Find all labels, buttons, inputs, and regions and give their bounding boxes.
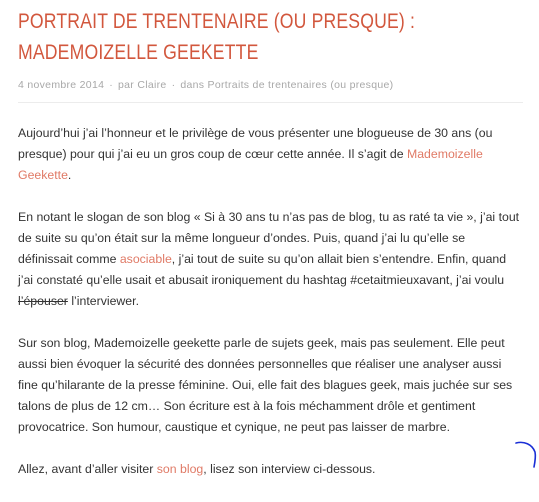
mademoizelle-geekette-link[interactable]: Mademoizelle Geekette	[18, 147, 483, 182]
asociable-link[interactable]: asociable	[119, 252, 172, 266]
paragraph-text: .	[67, 168, 72, 182]
scribble-stroke	[516, 442, 535, 467]
post-title[interactable]	[18, 0, 526, 68]
paragraph-text: Allez, avant d’aller visiter	[18, 462, 157, 476]
author-link[interactable]: Claire	[137, 79, 167, 91]
blog-post	[18, 0, 523, 501]
paragraph-intro	[18, 123, 523, 186]
meta-separator: ·	[171, 79, 176, 91]
struck-text: l’épouser	[18, 294, 68, 308]
post-meta	[18, 78, 523, 92]
son-blog-link[interactable]: son blog	[156, 462, 204, 476]
post-date: 4 novembre 2014	[18, 79, 105, 91]
pen-scribble-mark	[514, 440, 538, 470]
category-prefix: dans	[180, 79, 205, 91]
category-link[interactable]: Portraits de trentenaires (ou presque)	[207, 79, 394, 91]
paragraph-text: l’interviewer.	[67, 294, 139, 308]
meta-separator: ·	[109, 79, 114, 91]
post-body	[18, 123, 523, 480]
meta-divider	[18, 102, 523, 103]
post-title-line-1[interactable]: PORTRAIT DE TRENTENAIRE (OU PRESQUE) :	[18, 9, 416, 33]
paragraph-text: Aujourd’hui j’ai l’honneur et le privilège de vous présenter une blogueuse de 30 ans (ou presque) pour qui j’ai eu un gros coup de cœur cette année. Il s’agit de	[18, 126, 493, 161]
paragraph-slogan	[18, 207, 523, 312]
paragraph-text: , lisez son interview ci-dessous.	[203, 462, 376, 476]
paragraph-outro	[18, 459, 523, 480]
paragraph-description: Sur son blog, Mademoizelle geekette parle de sujets geek, mais pas seulement. Elle peut aussi bien évoquer la sécurité des données personnelles que réaliser une analyser aussi fine qu’hilarante de la presse féminine. Oui, elle fait des blagues geek, mais juchée sur ses talons de plus de 12 cm… Son écriture est à la fois méchamment drôle et gentiment provocatrice. Son humour, caustique et cynique, ne peut pas laisser de marbre.	[18, 336, 513, 434]
paragraph-text: En notant le slogan de son blog « Si à 30 ans tu n’as pas de blog, tu as raté ta vie », j’ai tout de suite su qu’on était sur la même longueur d’ondes. Puis, quand j’ai lu qu’elle se définissait comme	[18, 210, 520, 266]
author-prefix: par	[118, 79, 135, 91]
post-title-line-2[interactable]: MADEMOIZELLE GEEKETTE	[18, 40, 259, 64]
paragraph-text: , j’ai tout de suite su qu’on allait bien s’entendre. Enfin, quand j’ai constaté qu’elle usait et abusait ironiquement du hashtag #cetaitmieuxavant, j’ai voulu	[18, 252, 507, 287]
